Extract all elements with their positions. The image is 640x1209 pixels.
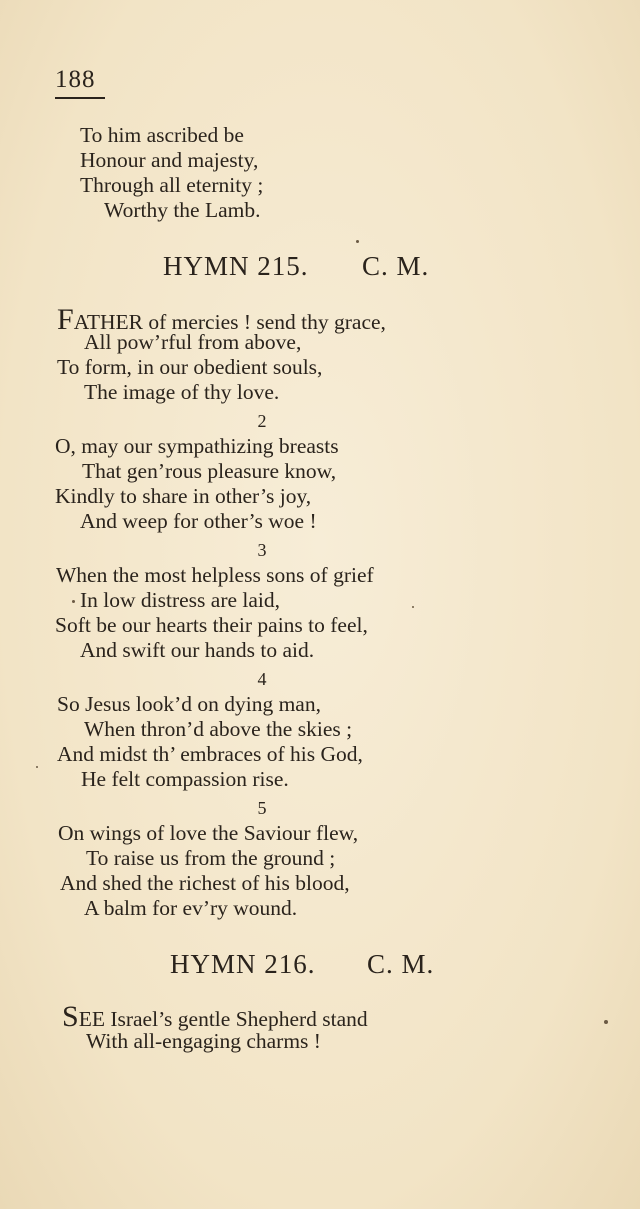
verse-line: When the most helpless sons of grief [56, 563, 374, 587]
verse-line: A balm for ev’ry wound. [84, 896, 298, 920]
verse-line: Kindly to share in other’s joy, [55, 484, 312, 508]
verse-line: When thron’d above the skies ; [84, 717, 353, 741]
paper-speck [604, 1020, 608, 1024]
verse-line: To raise us from the ground ; [86, 846, 336, 870]
stanza-number: 5 [257, 798, 267, 818]
verse-line: All pow’rful from above, [84, 330, 302, 354]
verse-line: Worthy the Lamb. [104, 198, 261, 222]
hymn-216-meter: C. M. [367, 949, 435, 979]
verse-line: With all-engaging charms ! [86, 1029, 321, 1053]
paper-speck [36, 766, 38, 768]
verse-line: Soft be our hearts their pains to feel, [55, 613, 368, 637]
stanza-number: 3 [257, 540, 267, 560]
first-line-text: EE Israel’s gentle Shepherd stand [78, 1007, 368, 1031]
verse-line: And shed the richest of his blood, [60, 871, 350, 895]
stanza-number: 4 [257, 669, 267, 689]
verse-line: So Jesus look’d on dying man, [57, 692, 321, 716]
verse-line: On wings of love the Saviour flew, [58, 821, 359, 845]
verse-line: That gen’rous pleasure know, [82, 459, 337, 483]
paper-speck [356, 240, 359, 243]
verse-line: And swift our hands to aid. [80, 638, 315, 662]
paper-speck [412, 606, 414, 608]
verse-line: And midst th’ embraces of his God, [57, 742, 363, 766]
verse-line: To him ascribed be [80, 123, 244, 147]
verse-line: Through all eternity ; [80, 173, 264, 197]
hymn-215-title [163, 253, 429, 280]
drop-cap: F [57, 303, 74, 336]
verse-line: Honour and majesty, [80, 148, 259, 172]
hymn-216-first-line [62, 1002, 368, 1032]
verse-line: In low distress are laid, [80, 588, 281, 612]
hymn-215-meter: C. M. [362, 251, 430, 281]
page-number: 188 [55, 66, 96, 93]
hymn-216-number: HYMN 216. [170, 949, 316, 979]
paper-speck [72, 600, 75, 603]
first-line-text: ATHER of mercies ! send thy grace, [73, 310, 386, 334]
verse-line: O, may our sympathizing breasts [55, 434, 339, 458]
stanza-number: 2 [257, 411, 267, 431]
verse-line: To form, in our obedient souls, [57, 355, 323, 379]
drop-cap: S [62, 1000, 79, 1033]
hymn-216-title [170, 951, 434, 978]
hymn-215-number: HYMN 215. [163, 251, 309, 281]
verse-line: The image of thy love. [84, 380, 280, 404]
verse-line: He felt compassion rise. [81, 767, 289, 791]
header-rule [55, 97, 105, 99]
verse-line: And weep for other’s woe ! [80, 509, 317, 533]
